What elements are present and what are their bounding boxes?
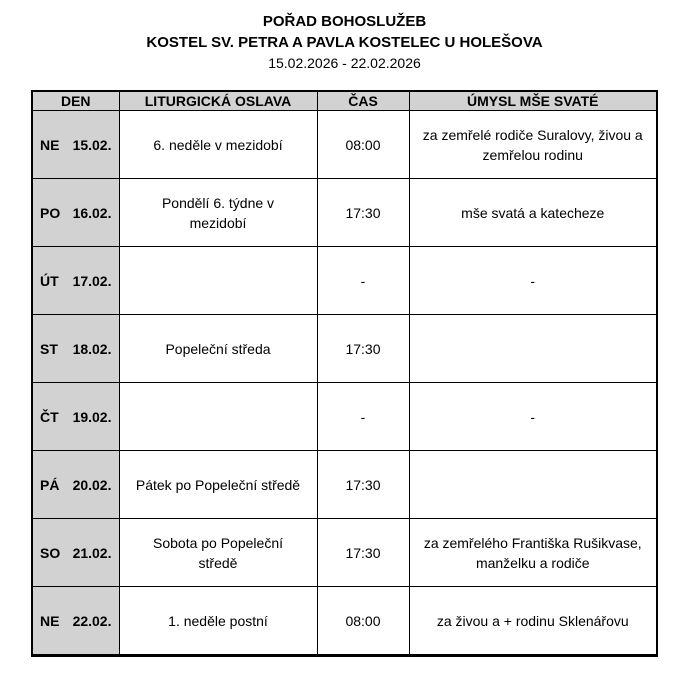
day-date: 16.02.: [72, 204, 112, 221]
time-cell: 17:30: [317, 451, 409, 519]
column-header-umysl: ÚMYSL MŠE SVATÉ: [409, 91, 657, 111]
page-subtitle: KOSTEL SV. PETRA A PAVLA KOSTELEC U HOLEŠOVA: [146, 34, 543, 51]
intention-cell: -: [409, 247, 657, 315]
celebration-cell: Popeleční středa: [119, 315, 317, 383]
celebration-cell: Sobota po Popeleční středě: [119, 519, 317, 587]
date-range: 15.02.2026 - 22.02.2026: [268, 55, 421, 71]
intention-cell: za zemřelé rodiče Suralovy, živou a zemřelou rodinu: [409, 111, 657, 179]
column-header-liturgicka-oslava: LITURGICKÁ OSLAVA: [119, 91, 317, 111]
day-date: 19.02.: [72, 408, 112, 425]
celebration-cell: [119, 247, 317, 315]
celebration-cell: 6. neděle v mezidobí: [119, 111, 317, 179]
table-row: [32, 179, 657, 247]
day-date: 21.02.: [72, 544, 112, 561]
day-cell: [32, 519, 119, 587]
day-cell: [32, 383, 119, 451]
table-row: [32, 451, 657, 519]
day-abbrev: NE: [40, 612, 60, 629]
celebration-cell: Pondělí 6. týdne v mezidobí: [119, 179, 317, 247]
celebration-cell: 1. neděle postní: [119, 587, 317, 656]
day-abbrev: NE: [40, 136, 60, 153]
day-cell: [32, 315, 119, 383]
time-cell: 17:30: [317, 179, 409, 247]
day-date: 20.02.: [72, 476, 112, 493]
schedule-body: [32, 111, 657, 656]
celebration-cell: Pátek po Popeleční středě: [119, 451, 317, 519]
day-abbrev: PÁ: [40, 476, 60, 493]
intention-cell: mše svatá a katecheze: [409, 179, 657, 247]
table-row: [32, 247, 657, 315]
day-abbrev: ST: [40, 340, 58, 357]
time-cell: -: [317, 247, 409, 315]
intention-cell: -: [409, 383, 657, 451]
day-date: 22.02.: [72, 612, 112, 629]
table-row: [32, 587, 657, 656]
header-row: [32, 91, 657, 111]
document-header: [0, 0, 689, 74]
day-cell: [32, 587, 119, 656]
table-row: [32, 519, 657, 587]
intention-cell: [409, 315, 657, 383]
day-cell: [32, 451, 119, 519]
table-row: [32, 383, 657, 451]
day-abbrev: ČT: [40, 408, 59, 425]
day-abbrev: ÚT: [40, 272, 59, 289]
table-row: [32, 315, 657, 383]
column-header-den: DEN: [32, 91, 119, 111]
day-date: 17.02.: [72, 272, 112, 289]
day-cell: [32, 179, 119, 247]
time-cell: -: [317, 383, 409, 451]
day-cell: [32, 247, 119, 315]
time-cell: 08:00: [317, 587, 409, 656]
time-cell: 08:00: [317, 111, 409, 179]
intention-cell: [409, 451, 657, 519]
table-row: [32, 111, 657, 179]
page-title: POŘAD BOHOSLUŽEB: [262, 13, 427, 30]
time-cell: 17:30: [317, 315, 409, 383]
time-cell: 17:30: [317, 519, 409, 587]
day-cell: [32, 111, 119, 179]
intention-cell: za zemřelého Františka Rušikvase, manželku a rodiče: [409, 519, 657, 587]
day-date: 18.02.: [72, 340, 112, 357]
column-header-cas: ČAS: [317, 91, 409, 111]
schedule-table: [31, 90, 658, 657]
day-date: 15.02.: [72, 136, 112, 153]
celebration-cell: [119, 383, 317, 451]
day-abbrev: PO: [40, 204, 61, 221]
intention-cell: za živou a + rodinu Sklenářovu: [409, 587, 657, 656]
day-abbrev: SO: [40, 544, 61, 561]
